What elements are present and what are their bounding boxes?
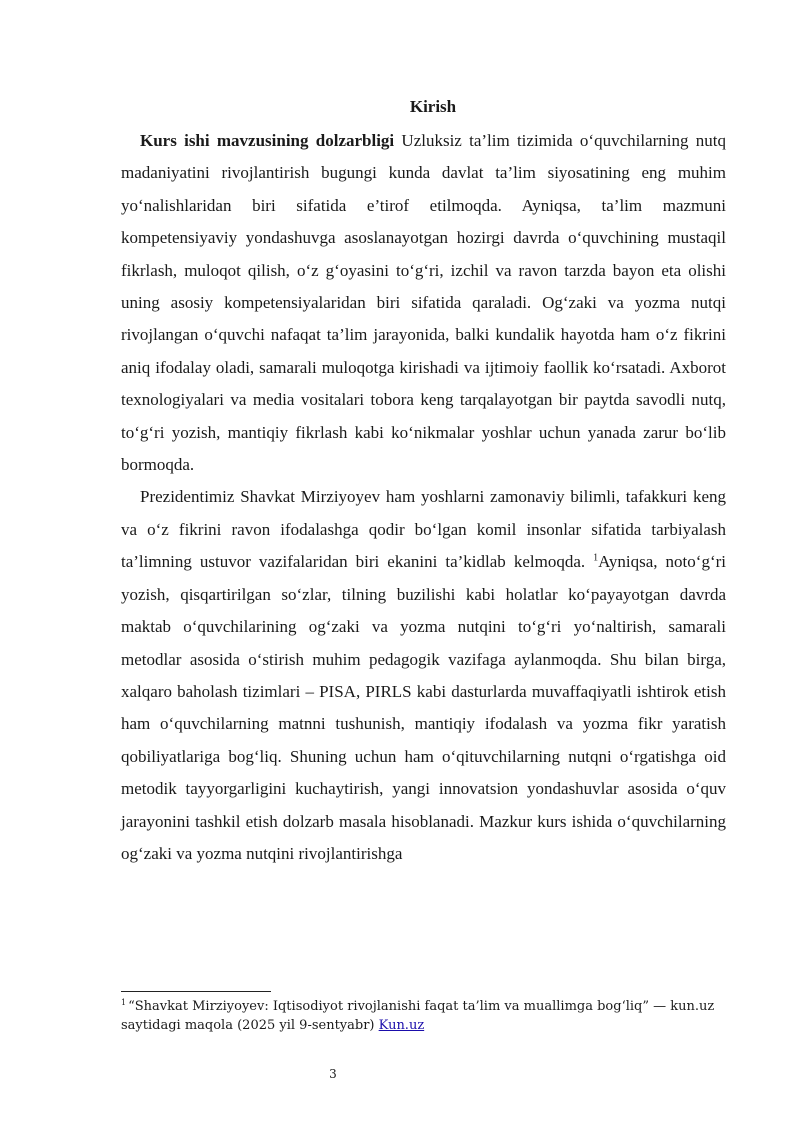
paragraph-text-before-ref: Prezidentimiz Shavkat Mirziyoyev ham yoshlarni zamonaviy bilimli, tafakkuri keng va o‘z fikrini ravon ifodalashga qodir bo‘lgan komil insonlar sifatida tarbiyalash ta’limning ustuvor vazifalaridan biri ekanini ta’kidlab kelmoqda. xyxy=(121,487,726,572)
paragraph-text: Uzluksiz ta’lim tizimida o‘quvchilarning nutq madaniyatini rivojlantirish bugungi kunda davlat ta’lim siyosatining eng muhim yo‘nalishlaridan biri sifatida e’tirof etilmoqda. Ayniqsa, ta’lim mazmuni kompetensiyaviy yondashuvga asoslanayotgan hozirgi davrda o‘quvchining mustaqil fikrlash, muloqot qilish, o‘z g‘oyasini to‘g‘ri, izchil va ravon tarzda bayon eta olishi uning asosiy kompetensiyalaridan biri sifatida qaraladi. Og‘zaki va yozma nutqi rivojlangan o‘quvchi nafaqat ta’lim jarayonida, balki kundalik hayotda ham o‘z fikrini aniq ifodalay oladi, samarali muloqotga kirishadi va ijtimoiy faollik ko‘rsatadi. Axborot texnologiyalari va media vositalari tobora keng tarqalayotgan bir paytda savodli nutq, to‘g‘ri yozish, mantiqiy fikrlash kabi ko‘nikmalar yoshlar uchun yanada zarur bo‘lib bormoqda. xyxy=(121,131,726,475)
page-number: 3 xyxy=(329,1067,337,1081)
footnote xyxy=(121,997,726,1035)
paragraph-relevance xyxy=(121,125,726,481)
footnote-link[interactable]: Kun.uz xyxy=(378,1018,425,1033)
paragraph-president xyxy=(121,481,726,870)
footnote-text: “Shavkat Mirziyoyev: Iqtisodiyot rivojlanishi faqat ta’lim va muallimga bog‘liq” — kun.uz saytidagi maqola (2025 yil 9-sentyabr) xyxy=(121,999,715,1033)
footnote-separator xyxy=(121,991,271,992)
section-title: Kirish xyxy=(409,97,457,116)
footnote-mark: 1 xyxy=(121,997,127,1007)
body-text xyxy=(121,125,726,870)
paragraph-text-after-ref: Ayniqsa, noto‘g‘ri yozish, qisqartirilgan so‘zlar, tilning buzilishi kabi holatlar ko‘payayotgan davrda maktab o‘quvchilarining og‘zaki va yozma nutqini to‘g‘ri yo‘naltirish, samarali metodlar asosida o‘stirish muhim pedagogik vazifaga aylanmoqda. Shu bilan birga, xalqaro baholash tizimlari – PISA, PIRLS kabi dasturlarda muvaffaqiyatli ishtirok etish ham o‘quvchilarning matnni tushunish, mantiqiy ifodalash va yozma fikr yaratish qobiliyatlariga bog‘liq. Shuning uchun ham o‘qituvchilarning nutqni o‘rgatishga oid metodik tayyorgarligini kuchaytirish, yangi innovatsion yondashuvlar asosida o‘quv jarayonini tashkil etish dolzarb masala hisoblanadi. Mazkur kurs ishida o‘quvchilarning og‘zaki va yozma nutqini rivojlantirishga xyxy=(121,552,726,863)
footnote-reference[interactable]: 1 xyxy=(593,552,599,564)
paragraph-lead-bold: Kurs ishi mavzusining dolzarbligi xyxy=(140,131,395,150)
